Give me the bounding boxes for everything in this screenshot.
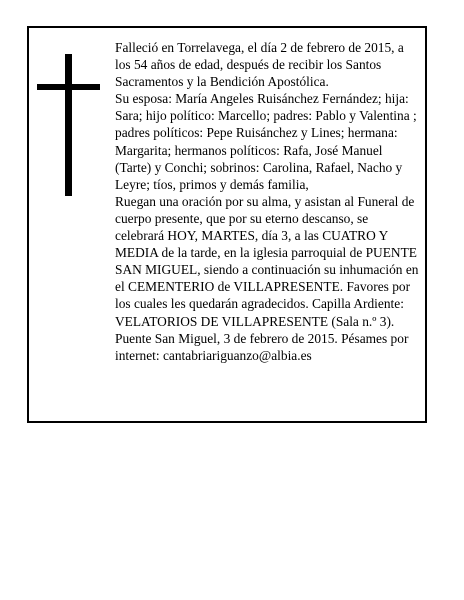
cross-horizontal-bar bbox=[37, 84, 100, 90]
family-paragraph: Su esposa: María Angeles Ruisánchez Fernández; hija: Sara; hijo político: Marcello; padres: Pablo y Valentina ; padres políticos: Pepe Ruisánchez y Lines; hermana: Margarita; hermanos políticos: Rafa, José Manuel (Tarte) y Conchi; sobrinos: Carolina, Rafael, Nacho y Leyre; tíos, primos y demás familia, bbox=[115, 91, 417, 192]
place-date-paragraph: Puente San Miguel, 3 de febrero de 2015. Pésames por internet: cantabriariguanzo@albia.es bbox=[115, 330, 409, 363]
death-notice-paragraph: Falleció en Torrelavega, el día 2 de febrero de 2015, a los 54 años de edad, después de recibir los Santos Sacramentos y la Bendición Apostólica. bbox=[115, 40, 404, 90]
funeral-paragraph: Ruegan una oración por su alma, y asistan al Funeral de cuerpo presente, que por su eterno descanso, se celebrará HOY, MARTES, día 3, a las CUATRO Y MEDIA de la tarde, en la iglesia parroquial de PUENTE SAN MIGUEL, siendo a continuación su inhumación en el CEMENTERIO de VILLAPRESENTE. Favores por los cuales les quedarán agradecidos. Capilla Ardiente: VELATORIOS DE VILLAPRESENTE (Sala n.º 3). bbox=[115, 193, 419, 329]
cross-vertical-bar bbox=[65, 54, 72, 196]
obituary-text bbox=[115, 39, 420, 364]
